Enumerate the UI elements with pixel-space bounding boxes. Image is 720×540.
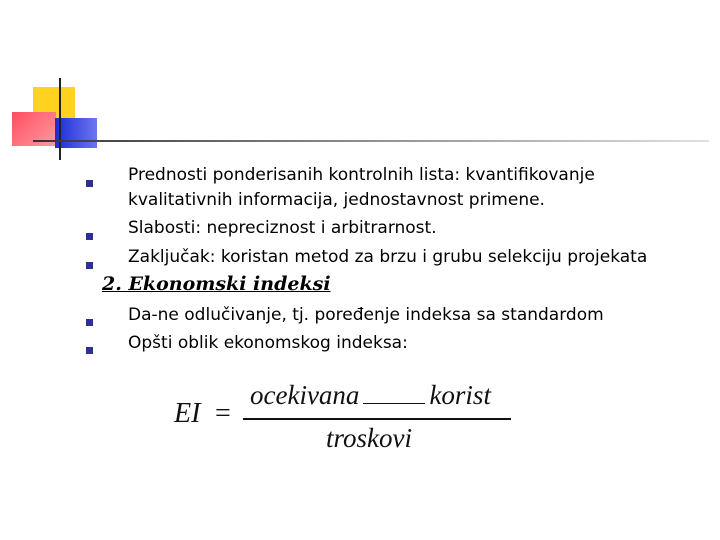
- formula-numerator: [250, 380, 491, 411]
- formula-lhs: EI: [174, 398, 201, 429]
- bullet-text: Da-ne odlučivanje, tj. poređenje indeksa sa standardom: [128, 305, 604, 325]
- bullet-marker: [86, 180, 93, 187]
- bullet-marker: [86, 233, 93, 240]
- bullet-text-continued: kvalitativnih informacija, jednostavnost primene.: [128, 190, 545, 210]
- numerator-left: ocekivana: [250, 380, 360, 410]
- decor-vertical-line: [59, 78, 61, 160]
- formula-denominator: troskovi: [326, 423, 412, 453]
- formula-equals: =: [215, 398, 231, 429]
- fraction-bar: [243, 418, 511, 420]
- decor-blue-square: [55, 118, 97, 148]
- bullet-marker: [86, 347, 93, 354]
- numerator-right: korist: [429, 380, 491, 410]
- bullet-text: Zaključak: koristan metod za brzu i grubu selekciju projekata: [128, 247, 648, 267]
- bullet-marker: [86, 319, 93, 326]
- numerator-underscore: [363, 385, 425, 404]
- bullet-marker: [86, 262, 93, 269]
- bullet-text: Opšti oblik ekonomskog indeksa:: [128, 333, 408, 353]
- bullet-text: Slabosti: nepreciznost i arbitrarnost.: [128, 218, 437, 238]
- title-divider-line: [33, 140, 709, 142]
- bullet-text: Prednosti ponderisanih kontrolnih lista: kvantifikovanje: [128, 165, 595, 185]
- section-heading: 2. Ekonomski indeksi: [102, 273, 331, 295]
